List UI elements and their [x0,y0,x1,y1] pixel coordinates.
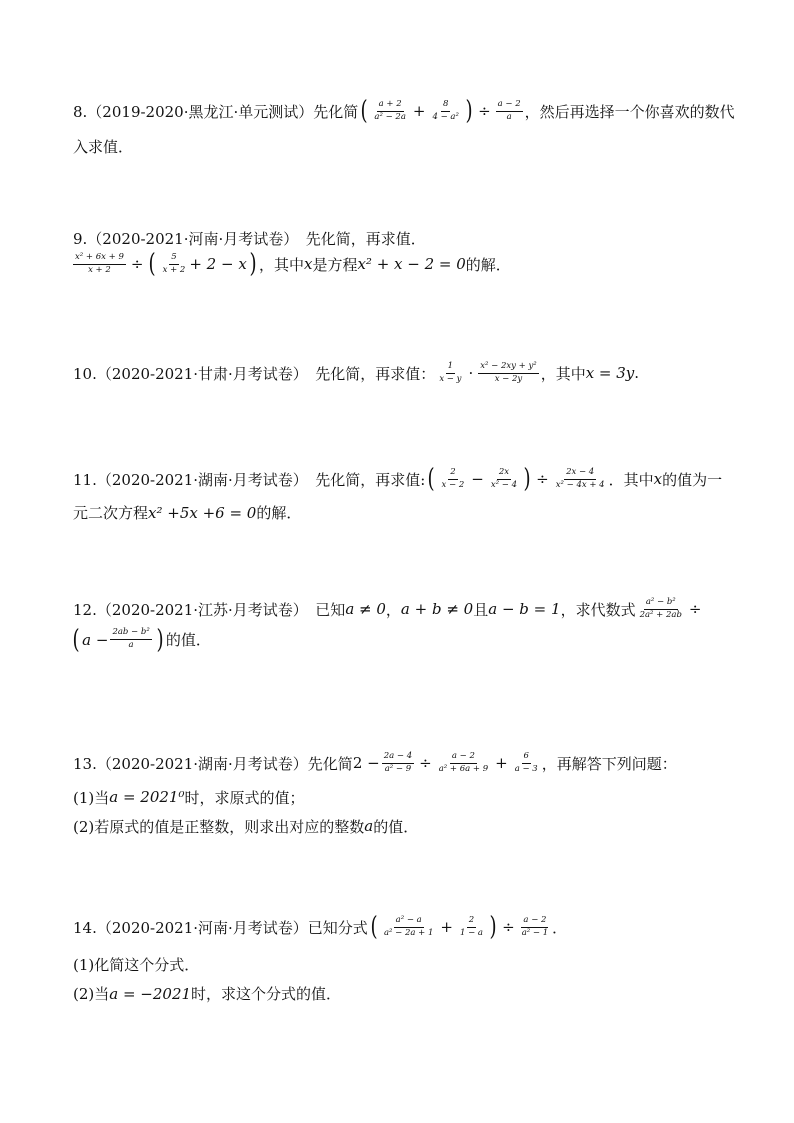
problem-12: 12.（2020-2021·江苏·月考试卷） 已知 a ≠ 0 ， a + b ≠ 0 且 a − b = 1 ，求代数式 $\frac{\text{a² − b²}}{\text{2a² + 2ab}}$ ÷ ( a − $\frac{\text{2ab − b²}}{a}$ ) 的值． [72,597,702,655]
problem-9: 9.（2020-2021·河南·月考试卷） 先化简，再求值． $\frac{\text{x² + 6x + 9}}{x + 2}$ ÷ ( $\frac{5}{x + 2}$ + 2 − x ) ，其中 x 是方程 x² + x − 2 = 0 的解． [73,230,511,279]
fraction: $\frac{\text{a² − b²}}{\text{2a² + 2ab}}$ [639,597,682,620]
left-paren: ( [427,464,436,494]
problem-10-label: 10.（2020-2021·甘肃·月考试卷） 先化简，再求值： [73,364,436,383]
left-paren: ( [360,96,368,126]
fraction: $\frac{8}{\text{4 − a²}}$ [432,98,459,122]
fraction: $\frac{2x - 4}{\text{x² − 4x + 4}}$ [555,466,605,490]
right-paren: ) [523,464,531,494]
fraction: $\frac{5}{x + 2}$ [162,251,186,275]
equation: x² +5x +6 = 0 [148,503,257,522]
fraction: $\frac{a - 2}{a}$ [497,98,521,122]
fraction: $\frac{2x}{\text{x² − 4}}$ [490,466,517,490]
fraction: $\frac{a - 2}{\text{a² + 6a + 9}}$ [438,751,489,774]
right-paren: ) [249,249,257,279]
problem-11-label: 11.（2020-2021·湖南·月考试卷） 先化简，再求值: [73,470,426,489]
right-paren: ) [156,624,164,655]
problem-8-label: 8.（2019-2020·黑龙江·单元测试）先化简 [73,102,359,121]
fraction: $\frac{\text{x² − 2xy + y²}}{x - 2y}$ [480,361,537,384]
fraction: $\frac{2}{x - 2}$ [441,466,465,490]
fraction: $\frac{2a - 4}{\text{a² − 9}}$ [383,751,413,774]
problem-14-label: 14.（2020-2021·河南·月考试卷）已知分式 [73,918,368,937]
right-paren: ) [489,912,497,942]
left-paren: ( [148,249,157,279]
problem-10: 10.（2020-2021·甘肃·月考试卷） 先化简，再求值： $\frac{1}{x - y}$ · $\frac{\text{x² − 2xy + y²}}{x - 2y}$ ，其中 x = 3y . [73,361,640,384]
problem-8-tail: ，然后再选择一个你喜欢的数代 [524,102,735,121]
right-paren: ) [465,96,473,126]
problem-13: 13.（2020-2021·湖南·月考试卷）先化简 2 − $\frac{2a - 4}{\text{a² − 9}}$ ÷ $\frac{a - 2}{\text{a² + 6a + 9}}$ + $\frac{6}{a - 3}$ ，再解答下列问题： (1)当 a = 2021⁰ 时，求原式的值； (2)若原式的值是正整数，则求出对应的整数 a 的值． [73,751,677,836]
problem-14: 14.（2020-2021·河南·月考试卷）已知分式 ( $\frac{\text{a² − a}}{\text{a² − 2a + 1}}$ + $\frac{2}{1 - a}$ ) ÷ $\frac{a - 2}{\text{a² − 1}}$ ． (1)化简这个分式． (2)当 a = −2021 时，求这个分式的值． [73,912,568,1003]
left-paren: ( [370,912,378,942]
equation: x = 3y [585,364,635,383]
expression: + 2 − x [189,255,247,273]
equation: x² + x − 2 = 0 [357,255,466,273]
fraction: $\frac{\text{x² + 6x + 9}}{x + 2}$ [75,251,124,275]
problem-12-label: 12.（2020-2021·江苏·月考试卷） 已知 [73,600,346,619]
fraction: $\frac{a - 2}{\text{a² − 1}}$ [521,914,549,938]
problem-8: 8.（2019-2020·黑龙江·单元测试）先化简 ( $\frac{a + 2}{\text{a² − 2a}}$ + $\frac{8}{\text{4 − a²}}$ ) ÷ $\frac{a - 2}{a}$ ，然后再选择一个你喜欢的数代 入求值． [73,96,735,156]
fraction: $\frac{a + 2}{\text{a² − 2a}}$ [374,98,406,122]
problem-8-line2: 入求值． [73,138,134,156]
problem-9-label: 9.（2020-2021·河南·月考试卷） 先化简，再求值． [73,230,426,248]
problem-11: 11.（2020-2021·湖南·月考试卷） 先化简，再求值: ( $\frac{2}{x - 2}$ − $\frac{2x}{\text{x² − 4}}$ ) ÷ $\frac{2x - 4}{\text{x² − 4x + 4}}$ ．其中 x 的值为一 元二次方程 x² +5x +6 = 0 的解． [73,464,723,522]
fraction: $\frac{2}{1 - a}$ [459,914,483,938]
left-paren: ( [72,624,80,655]
fraction: $\frac{1}{x - y}$ [439,361,462,384]
fraction: $\frac{\text{2ab − b²}}{a}$ [112,627,150,651]
problem-13-label: 13.（2020-2021·湖南·月考试卷）先化简 [73,754,353,773]
fraction: $\frac{6}{a - 3}$ [514,751,538,774]
fraction: $\frac{\text{a² − a}}{\text{a² − 2a + 1}}$ [383,914,434,938]
